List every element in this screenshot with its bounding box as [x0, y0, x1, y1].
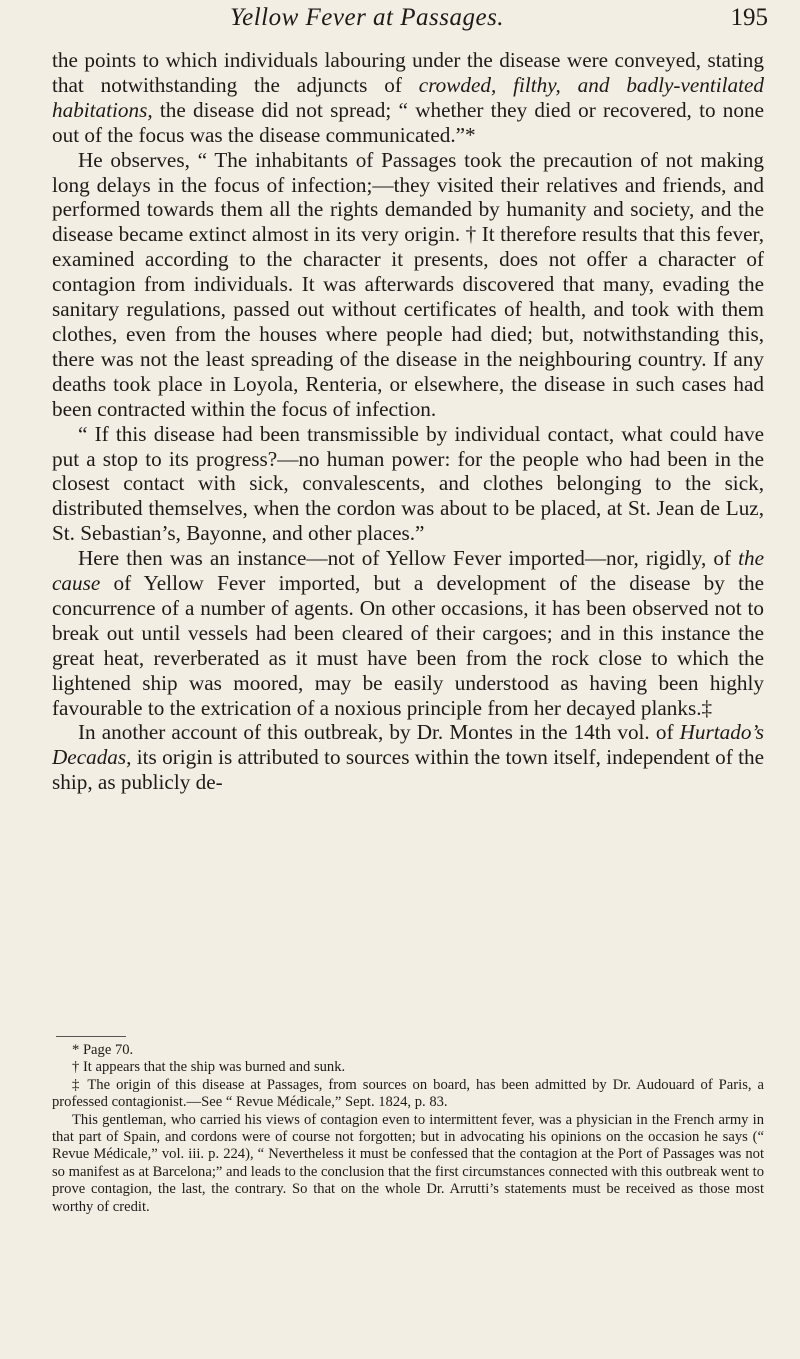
- paragraph-5-italic: Hurtado’s Decadas,: [52, 720, 764, 770]
- paragraph-5-text-a: In another account of this outbreak, by Dr. Montes in the 14th vol. of: [78, 720, 680, 745]
- body-text: [52, 48, 764, 795]
- paragraph-5: [52, 720, 764, 795]
- paragraph-4-text-a: Here then was an instance—not of Yellow Fever imported—nor, rigidly, of: [78, 546, 739, 571]
- paragraph-5-text-b: its origin is attributed to sources within the town itself, independent of the ship, as publicly de-: [52, 745, 764, 795]
- paragraph-1: [52, 48, 764, 148]
- running-head: Yellow Fever at Passages.: [230, 4, 505, 31]
- paragraph-3: “ If this disease had been transmissible by individual contact, what could have put a stop to its progress?—no human power: for the people who had been in the closest contact with sick, convalescents, and clothes belonging to the sick, distributed themselves, when the cordon was about to be placed, at St. Jean de Luz, St. Sebastian’s, Bayonne, and other places.”: [52, 421, 764, 546]
- footnote-1: * Page 70.: [72, 1042, 134, 1058]
- paragraph-4-text-b: of Yellow Fever imported, but a development of the disease by the concurrence of a number of agents. On other occasions, it has been observed not to break out until vessels had been cleared of their cargoes; and in this instance the great heat, reverberated as it must have been from the rock close to which the lightened ship was moored, may be easily understood as having been highly favourable to the extrication of a noxious principle from her decayed planks.‡: [52, 571, 764, 720]
- paragraph-1-text-a: the points to which individuals labouring under the disease were conveyed, stating that notwithstanding the adjuncts of: [52, 48, 764, 97]
- paragraph-4: [52, 546, 764, 720]
- page-header: [40, 4, 780, 38]
- page-number: 195: [730, 4, 768, 31]
- footnote-divider: [56, 1036, 126, 1037]
- footnote-2: † It appears that the ship was burned and sunk.: [72, 1059, 346, 1076]
- footnotes: [52, 1042, 764, 1216]
- footnote-3: ‡ The origin of this disease at Passages, from sources on board, has been admitted by Dr. Audouard of Paris, a professed contagionist.—See “ Revue Médicale,” Sept. 1824, p. 83.: [52, 1076, 764, 1111]
- paragraph-2: He observes, “ The inhabitants of Passages took the precaution of not making long delays in the focus of infection;—they visited their relatives and friends, and performed towards them all the rights demanded by humanity and society, and the disease became extinct almost in its very origin. † It therefore results that this fever, examined according to the character it presents, does not offer a character of contagion from individuals. It was afterwards discovered that many, evading the sanitary regulations, passed out without certificates of health, and took with them clothes, even from the houses where people had died; but, notwithstanding this, there was not the least spreading of the disease in the neighbouring country. If any deaths took place in Loyola, Renteria, or elsewhere, the disease in such cases had been contracted within the focus of infection.: [52, 147, 764, 421]
- paragraph-1-italic: crowded, filthy, and badly-ventilated habitations,: [52, 72, 764, 122]
- paragraph-4-italic: the cause: [52, 546, 764, 596]
- paragraph-1-text-b: the disease did not spread; “ whether they died or recovered, to none out of the focus was the disease communicated.”*: [52, 97, 764, 147]
- footnote-4: This gentleman, who carried his views of contagion even to intermittent fever, was a physician in the French army in that part of Spain, and cordons were of course not forgotten; but in advocating his opinions on the occasion he says (“ Revue Médicale,” vol. iii. p. 224), “ Nevertheless it must be confessed that the contagion at the Port of Passages was not so manifest as at Barcelona;” and leads to the conclusion that the first circumstances connected with this outbreak went to prove contagion, the last, the contrary. So that on the whole Dr. Arrutti’s statements must be received as those most worthy of credit.: [52, 1111, 764, 1215]
